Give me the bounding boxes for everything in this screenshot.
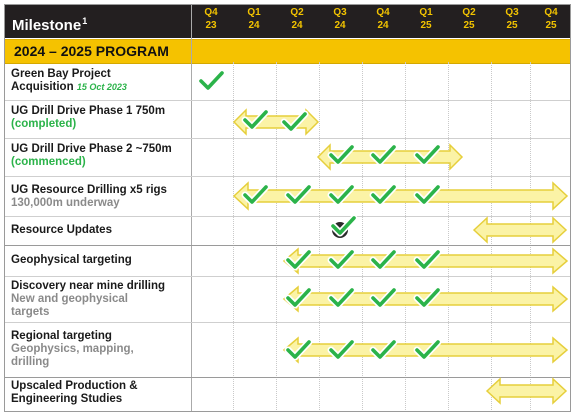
row-label-drill-drive-1: UG Drill Drive Phase 1 750m (completed) — [11, 105, 166, 130]
quarter-header-4: Q3 24 — [333, 7, 347, 31]
row-label-acquisition: Green Bay Project Acquisition 15 Oct 2023 — [11, 68, 127, 93]
quarter-header-5: Q4 24 — [376, 7, 390, 31]
production-arrow — [487, 379, 566, 403]
resource-drilling-sub: 130,000m underway — [11, 197, 120, 209]
quarter-header-3: Q2 24 — [290, 7, 304, 31]
row-label-drill-drive-2: UG Drill Drive Phase 2 ~750m (commenced) — [11, 143, 172, 168]
footnote-marker: 1 — [82, 16, 88, 26]
header-title: Milestone$^1$ — [12, 16, 88, 34]
quarter-header-8: Q3 25 — [505, 7, 519, 31]
acquisition-date: 15 Oct 2023 — [76, 82, 127, 92]
quarter-header-7: Q2 25 — [462, 7, 476, 31]
row-label-regional: Regional targeting Geophysics, mapping, drilling — [11, 330, 134, 368]
status-commenced: (commenced) — [11, 156, 86, 168]
resource-updates-arrow — [474, 218, 566, 242]
row-label-discovery: Discovery near mine drilling New and geophysical targets — [11, 280, 166, 318]
quarter-header-2: Q1 24 — [247, 7, 261, 31]
quarter-header-1: Q4 23 — [204, 7, 218, 31]
status-completed: (completed) — [11, 118, 77, 130]
row-label-resource-drilling: UG Resource Drilling x5 rigs 130,000m underway — [11, 184, 167, 209]
quarter-header-9: Q4 25 — [544, 7, 558, 31]
quarter-header-6: Q1 25 — [419, 7, 433, 31]
row-label-geophysical: Geophysical targeting — [11, 254, 132, 266]
check-icon — [333, 218, 354, 233]
row-label-resource-updates: Resource Updates — [11, 224, 112, 236]
check-icon — [201, 73, 222, 88]
program-label: 2024 – 2025 PROGRAM — [14, 43, 169, 59]
resource-drilling-arrow — [234, 183, 567, 209]
row-label-production: Upscaled Production & Engineering Studies — [11, 380, 138, 405]
